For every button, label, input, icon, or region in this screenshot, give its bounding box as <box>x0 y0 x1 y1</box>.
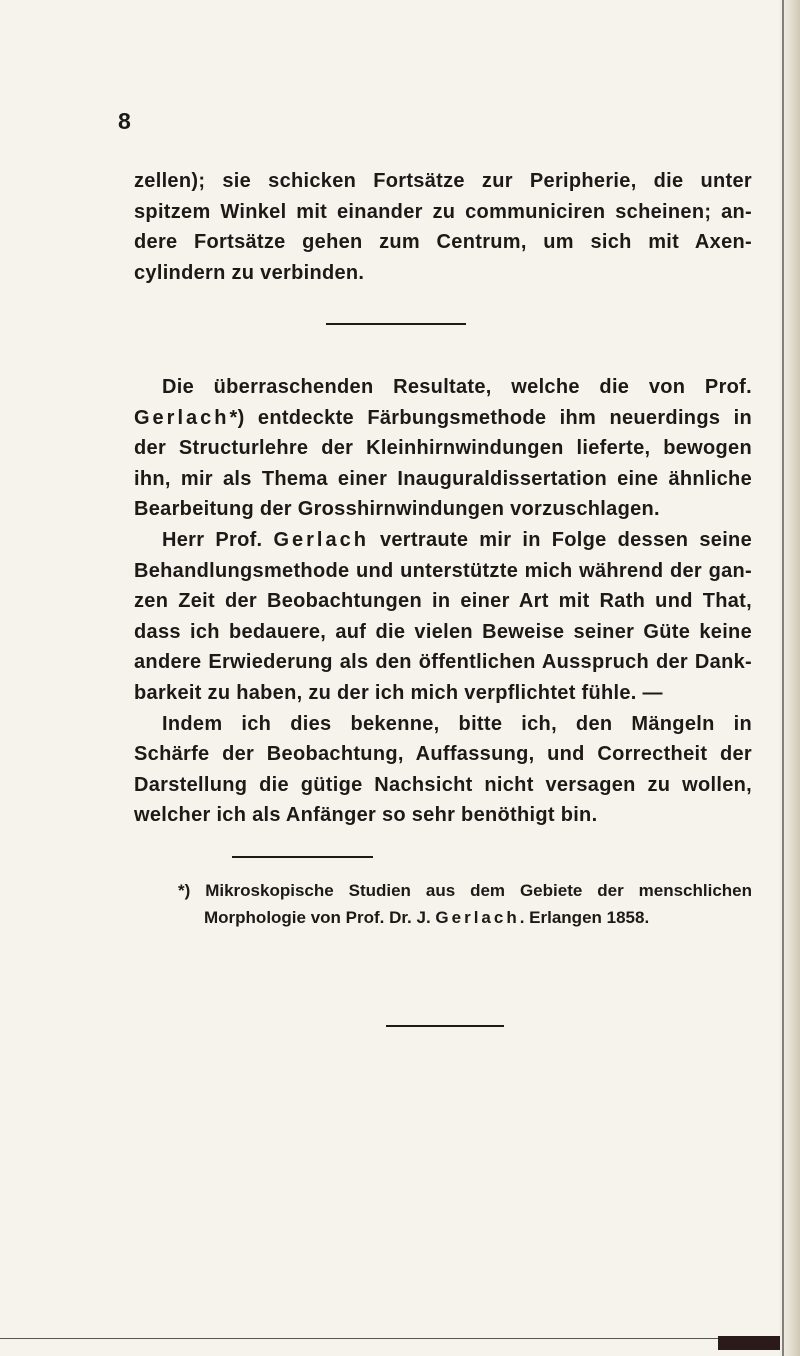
footnote-divider <box>232 856 373 858</box>
text-line: dere Fortsätze gehen zum Centrum, um sich mit Axen- <box>134 231 752 254</box>
page-number: 8 <box>118 108 131 134</box>
text-line: barkeit zu haben, zu der ich mich verpflichtet fühle. — <box>134 681 663 704</box>
text-line: cylindern zu verbinden. <box>134 261 365 284</box>
text-line: ihn, mir als Thema einer Inauguraldissertation eine ähnliche <box>134 467 752 490</box>
bottom-edge-line <box>0 1338 740 1339</box>
footnote <box>178 877 752 931</box>
text-line: zellen); sie schicken Fortsätze zur Peripherie, die unter <box>134 170 752 192</box>
bottom-edge-mark <box>718 1336 780 1350</box>
footnote-line: *) Mikroskopische Studien aus dem Gebiete der menschlichen <box>178 881 752 900</box>
text-fragment: entdeckte Färbungsmethode ihm neuerdings in <box>244 406 752 429</box>
text-line: andere Erwiederung als den öffentlichen Ausspruch der Dank- <box>134 651 752 674</box>
end-divider <box>386 1025 504 1027</box>
text-line: Bearbeitung der Grosshirnwindungen vorzuschlagen. <box>134 498 660 521</box>
text-line <box>134 525 752 556</box>
text-line: Schärfe der Beobachtung, Auffassung, und Correctheit der <box>134 743 752 766</box>
section-divider <box>326 323 466 325</box>
text-line: dass ich bedauere, auf die vielen Beweise seiner Güte keine <box>134 620 752 643</box>
text-line: spitzem Winkel mit einander zu communiciren scheinen; an- <box>134 200 752 223</box>
text-line: der Structurlehre der Kleinhirnwindungen lieferte, bewogen <box>134 437 752 460</box>
text-line: Darstellung die gütige Nachsicht nicht versagen zu wollen, <box>134 773 752 796</box>
footnote-marker: *) <box>229 406 245 429</box>
text-line: Die überraschenden Resultate, welche die von Prof. <box>162 376 752 398</box>
text-fragment: . Erlangen 1858. <box>519 908 650 927</box>
text-fragment: Herr Prof. <box>162 528 274 551</box>
paragraph-2 <box>134 372 752 831</box>
text-fragment: vertraute mir in Folge dessen seine <box>368 528 752 551</box>
text-line <box>134 403 752 434</box>
page-edge-shadow <box>778 0 800 1356</box>
text-line: welcher ich als Anfänger so sehr benöthigt bin. <box>134 804 598 827</box>
text-fragment: Morphologie von Prof. Dr. J. <box>204 908 436 927</box>
author-name: Gerlach <box>435 908 520 927</box>
text-line: Indem ich dies bekenne, bitte ich, den Mängeln in <box>162 712 752 735</box>
paragraph-1 <box>134 166 752 288</box>
footnote-line <box>178 904 752 931</box>
text-line: Behandlungsmethode und unterstützte mich während der gan- <box>134 559 752 582</box>
text-line: zen Zeit der Beobachtungen in einer Art mit Rath und That, <box>134 590 752 613</box>
author-name: Gerlach <box>273 528 369 551</box>
author-name: Gerlach <box>134 406 230 429</box>
